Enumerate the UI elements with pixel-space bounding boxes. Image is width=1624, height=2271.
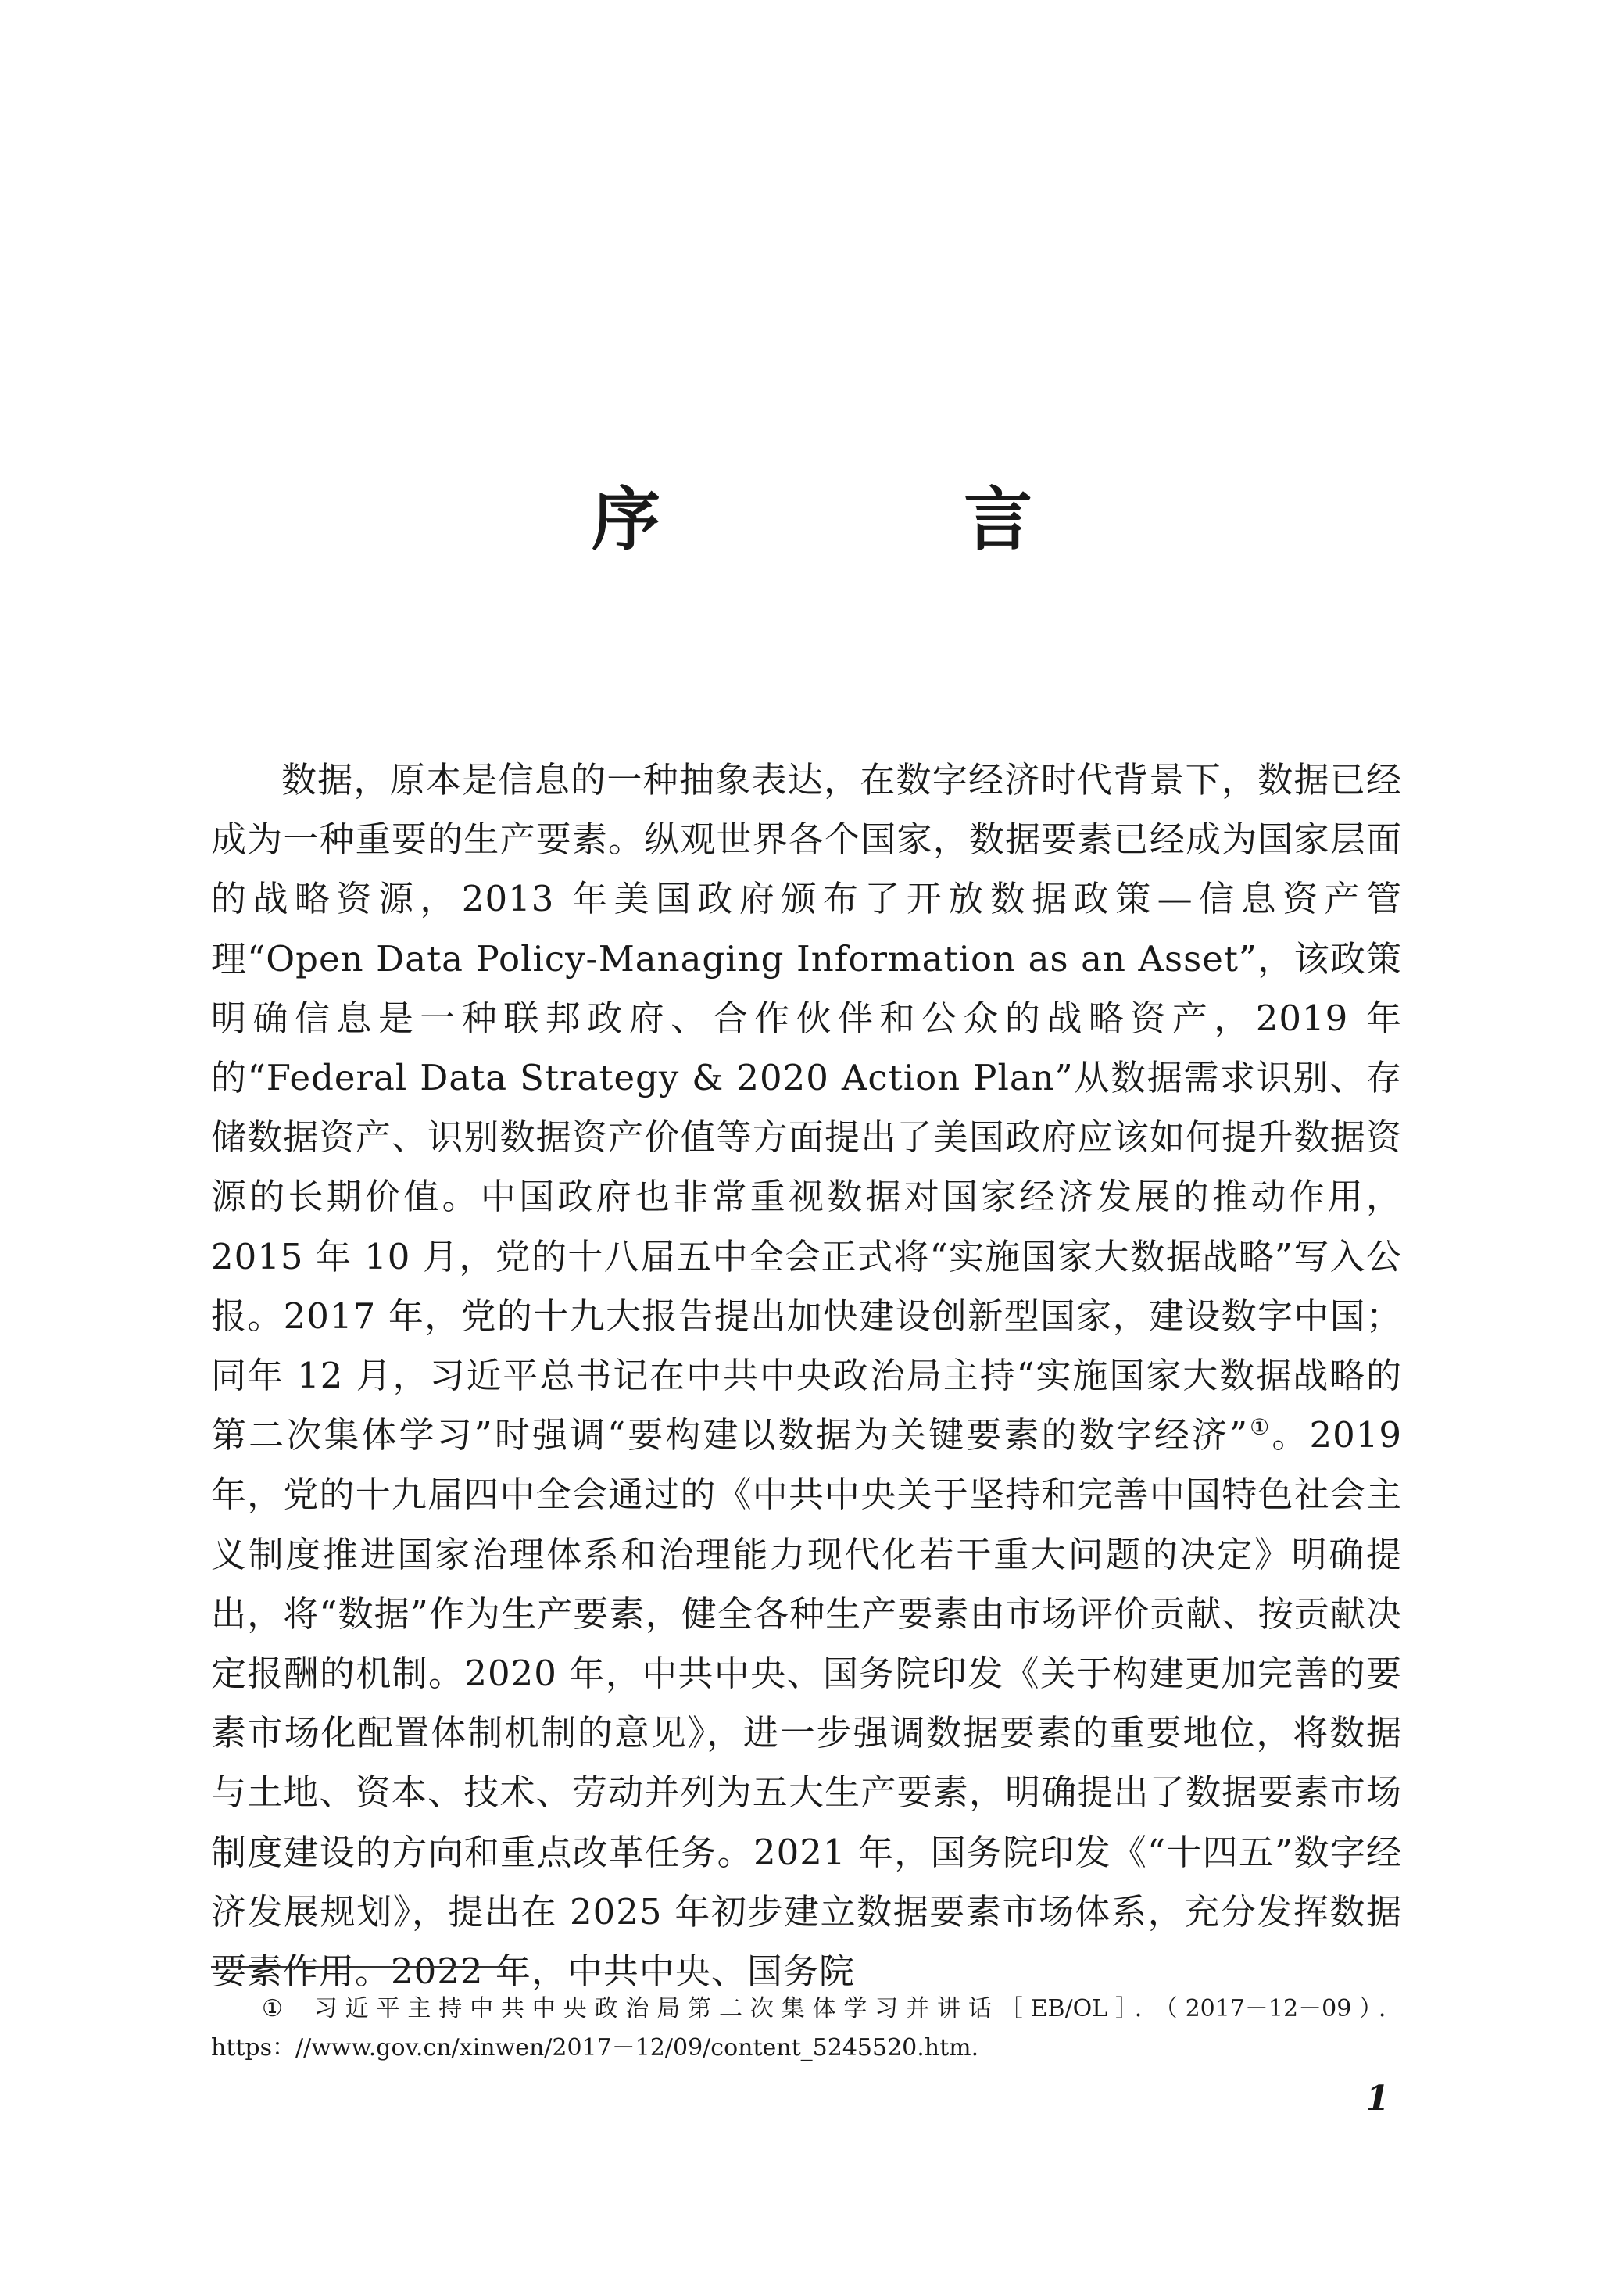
paragraph-text-part1: 数据，原本是信息的一种抽象表达，在数字经济时代背景下，数据已经成为一种重要的生产要素。纵观世界各个国家，数据要素已经成为国家层面的战略资源，2013 年美国政府颁布了开放数据政策—信息资产管理“Open Data Policy-Managing Information as an Asset”，该政策明确信息是一种联邦政府、合作伙伴和公众的战略资产，2019 年的“Federal Data Strategy & 2020 Action Plan”从数据需求识别、存储数据资产、识别数据资产价值等方面提出了美国政府应该如何提升数据资源的长期价值。中国政府也非常重视数据对国家经济发展的推动作用，2015 年 10 月，党的十八届五中全会正式将“实施国家大数据战略”写入公报。2017 年，党的十九大报告提出加快建设创新型国家，建设数字中国；同年 12 月，习近平总书记在中共中央政治局主持“实施国家大数据战略的第二次集体学习”时强调“要构建以数据为关键要素的数字经济” [211,759,1402,1456]
footnote-marker: ① [262,1995,291,2022]
page-title: 序 言 [591,479,1150,560]
paragraph-text-part2: 。2019 年，党的十九届四中全会通过的《中共中央关于坚持和完善中国特色社会主义制度推进国家治理体系和治理能力现代化若干重大问题的决定》明确提出，将“数据”作为生产要素，健全各种生产要素由市场评价贡献、按贡献决定报酬的机制。2020 年，中共中央、国务院印发《关于构建更加完善的要素市场化配置体制机制的意见》，进一步强调数据要素的重要地位，将数据与土地、资本、技术、劳动并列为五大生产要素，明确提出了数据要素市场制度建设的方向和重点改革任务。2021 年，国务院印发《“十四五”数字经济发展规划》，提出在 2025 年初步建立数据要素市场体系，充分发挥数据要素作用。2022 年，中共中央、国务院 [211,1414,1402,1993]
footnote [211,1990,1402,2068]
footnote-text: 习近平主持中共中央政治局第二次集体学习并讲话［EB/OL］．（2017－12－09）．https：//www.gov.cn/xinwen/2017－12/09/content_5245520.htm. [211,1995,1402,2061]
footnote-reference: ① [1248,1414,1272,1441]
paragraph [211,750,1402,2001]
footnote-paragraph [211,1990,1402,2068]
footnote-divider [211,1966,508,1968]
page-number: 1 [1365,2079,1390,2119]
body-text [211,750,1402,2001]
